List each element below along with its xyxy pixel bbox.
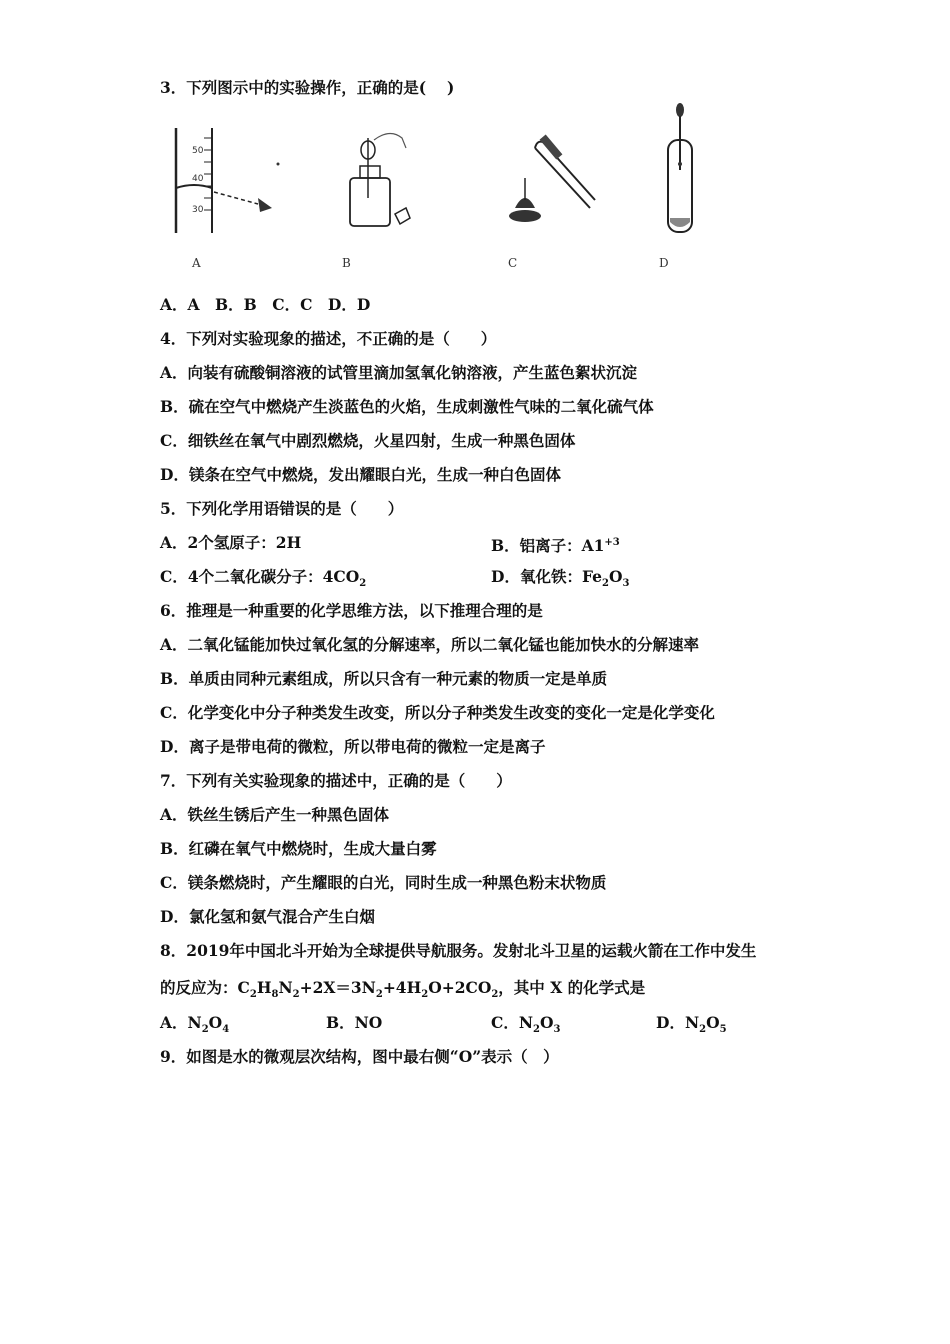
q8-c-1: 2 bbox=[533, 1024, 540, 1036]
q8-eq-5: 2 bbox=[292, 989, 300, 1001]
q4-option-d: D．镁条在空气中燃烧，发出耀眼白光，生成一种白色固体 bbox=[160, 465, 561, 484]
q8-c-2: O bbox=[539, 1013, 554, 1032]
q6-option-a: A．二氧化锰能加快过氧化氢的分解速率，所以二氧化锰也能加快水的分解速率 bbox=[160, 635, 700, 654]
q6-option-d: D．离子是带电荷的微粒，所以带电荷的微粒一定是离子 bbox=[160, 737, 546, 756]
q5-option-d bbox=[491, 567, 629, 594]
q8-eq-4: N bbox=[278, 978, 293, 997]
q8-a-0: A．N bbox=[160, 1013, 202, 1032]
test-tube-dropper-figure bbox=[650, 100, 710, 240]
q8-a-2: O bbox=[208, 1013, 223, 1032]
q4-stem: 4．下列对实验现象的描述，不正确的是（ ） bbox=[160, 329, 497, 348]
q8-option-b: B．NO bbox=[326, 1013, 383, 1032]
q8-d-2: O bbox=[706, 1013, 720, 1032]
q5-d-sub1: 2 bbox=[601, 578, 609, 590]
q8-eq-3: 8 bbox=[271, 989, 279, 1001]
q8-d-3: 5 bbox=[719, 1024, 727, 1036]
figure-label-c: C bbox=[508, 256, 518, 270]
q8-eq-6: +2X＝3N bbox=[299, 978, 376, 997]
q4-option-c: C．细铁丝在氧气中剧烈燃烧，火星四射，生成一种黑色固体 bbox=[160, 431, 576, 450]
q5-d-text: D．氧化铁：Fe bbox=[491, 567, 602, 586]
q5-d-mid: O bbox=[608, 567, 623, 586]
q7-option-c: C．镁条燃烧时，产生耀眼的白光，同时生成一种黑色粉末状物质 bbox=[160, 873, 607, 892]
q8-a-1: 2 bbox=[201, 1024, 209, 1036]
q3-figure bbox=[160, 108, 720, 278]
q8-eq-0: 的反应为：C bbox=[160, 978, 250, 997]
q7-option-a: A．铁丝生锈后产生一种黑色固体 bbox=[160, 805, 390, 824]
q6-option-b: B．单质由同种元素组成，所以只含有一种元素的物质一定是单质 bbox=[160, 669, 608, 688]
q5-option-a: A．2个氢原子：2H bbox=[160, 533, 302, 552]
q8-eq-7: 2 bbox=[375, 989, 383, 1001]
figure-label-d: D bbox=[659, 256, 669, 270]
scale-tick-30: 30 bbox=[192, 205, 204, 215]
q4-option-a: A．向装有硫酸铜溶液的试管里滴加氢氧化钠溶液，产生蓝色絮状沉淀 bbox=[160, 363, 638, 382]
q5-d-sub2: 3 bbox=[622, 578, 630, 590]
q8-eq-9: 2 bbox=[421, 989, 429, 1001]
q8-c-0: C．N bbox=[491, 1013, 534, 1032]
q5-c-text: C．4个二氧化碳分子：4CO bbox=[160, 567, 360, 586]
graduated-cylinder-figure bbox=[160, 108, 280, 238]
q8-d-0: D．N bbox=[656, 1013, 700, 1032]
q8-stem-line2 bbox=[160, 978, 645, 1005]
q8-d-1: 2 bbox=[699, 1024, 707, 1036]
figure-label-a: A bbox=[192, 256, 201, 270]
q5-b-sup: +3 bbox=[604, 537, 620, 548]
q4-option-b: B．硫在空气中燃烧产生淡蓝色的火焰，生成刺激性气味的二氧化硫气体 bbox=[160, 397, 654, 416]
q8-c-3: 3 bbox=[553, 1024, 561, 1036]
scale-tick-50: 50 bbox=[192, 146, 204, 156]
q5-c-sub: 2 bbox=[359, 578, 367, 590]
q8-eq-12: ，其中 X 的化学式是 bbox=[498, 978, 646, 997]
q5-option-c bbox=[160, 567, 366, 594]
q3-options: A．A B．B C．C D．D bbox=[160, 295, 371, 314]
q8-eq-11: 2 bbox=[491, 989, 499, 1001]
q7-option-d: D．氯化氢和氨气混合产生白烟 bbox=[160, 907, 375, 926]
q8-eq-8: +4H bbox=[382, 978, 422, 997]
q8-option-c bbox=[491, 1013, 560, 1040]
q8-option-d bbox=[656, 1013, 727, 1040]
q9-stem: 9．如图是水的微观层次结构，图中最右侧“O”表示（ ） bbox=[160, 1047, 559, 1066]
scale-tick-40: 40 bbox=[192, 174, 204, 184]
bottle-dropper-figure bbox=[340, 108, 430, 238]
q5-stem: 5．下列化学用语错误的是（ ） bbox=[160, 499, 404, 518]
q6-option-c: C．化学变化中分子种类发生改变，所以分子种类发生改变的变化一定是化学变化 bbox=[160, 703, 715, 722]
q5-b-text: B．铝离子：A1 bbox=[491, 536, 605, 556]
q8-a-3: 4 bbox=[222, 1024, 230, 1036]
q6-stem: 6．推理是一种重要的化学思维方法，以下推理合理的是 bbox=[160, 601, 543, 620]
q7-option-b: B．红磷在氧气中燃烧时，生成大量白雾 bbox=[160, 839, 437, 858]
q5-option-b bbox=[491, 533, 620, 556]
q3-stem: 3．下列图示中的实验操作，正确的是( ) bbox=[160, 78, 455, 97]
heating-tube-figure bbox=[495, 108, 605, 238]
q8-eq-10: O+2CO bbox=[428, 978, 492, 997]
q8-eq-1: 2 bbox=[249, 989, 257, 1001]
q7-stem: 7．下列有关实验现象的描述中，正确的是（ ） bbox=[160, 771, 512, 790]
q8-option-a bbox=[160, 1013, 229, 1040]
q8-eq-2: H bbox=[256, 978, 272, 997]
figure-label-b: B bbox=[342, 256, 351, 270]
q8-stem-line1: 8．2019年中国北斗开始为全球提供导航服务。发射北斗卫星的运载火箭在工作中发生 bbox=[160, 941, 757, 960]
